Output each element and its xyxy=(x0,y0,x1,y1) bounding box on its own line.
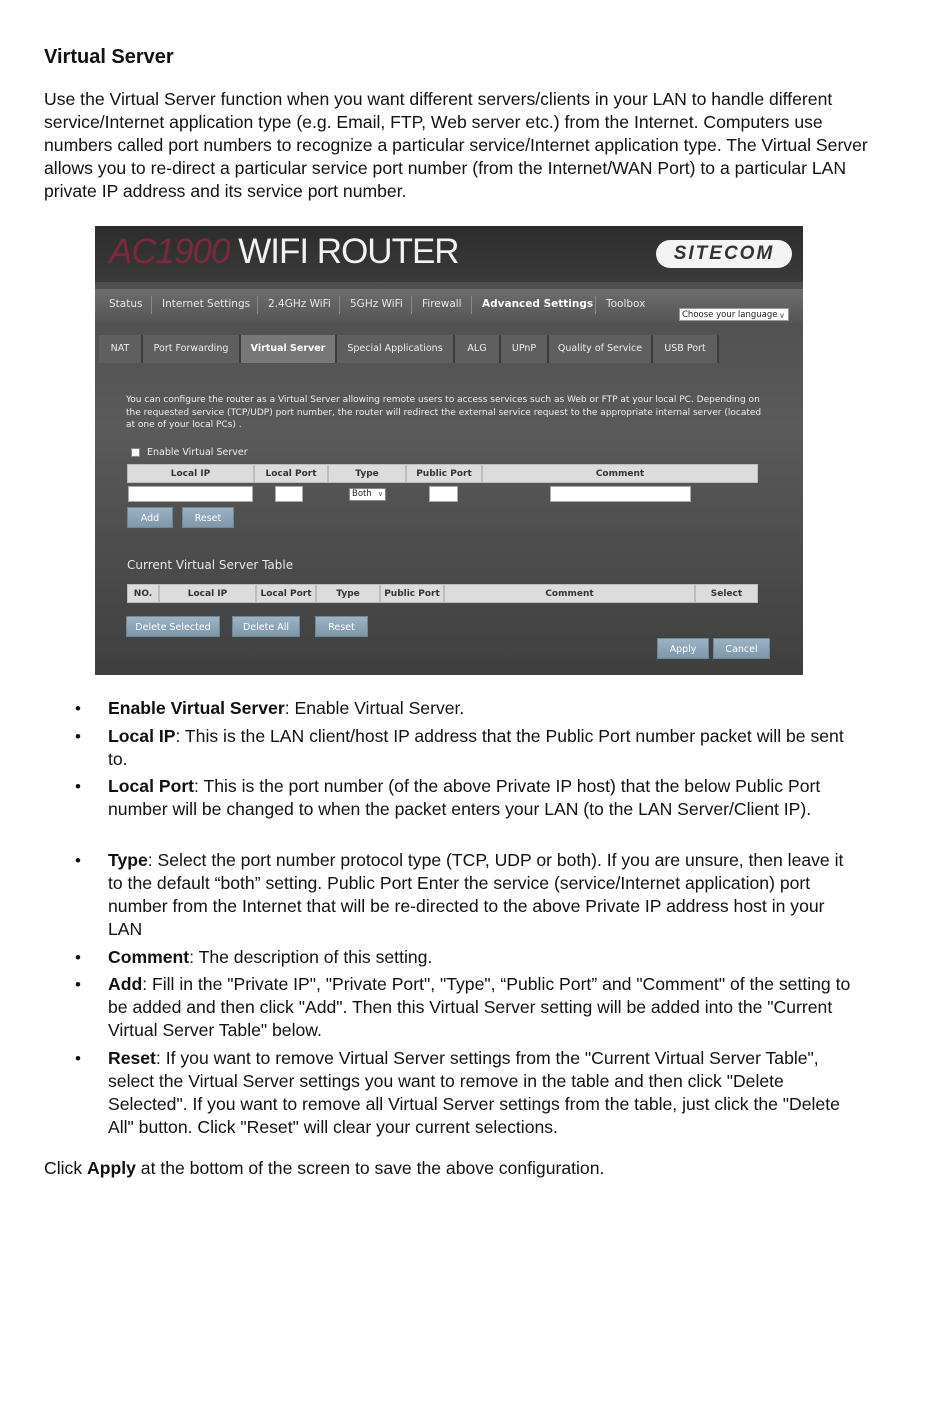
local-port-input[interactable] xyxy=(275,486,303,502)
intro-paragraph: Use the Virtual Server function when you want different servers/clients in your LAN to handle different service/Internet application type (e.g. Email, FTP, Web server etc.) from the Internet. Computers use numbers called port numbers to recognize a particular service/Internet application type. The Virtual Server allows you to re-direct a particular service port number (from the Internet/WAN Port) to a particular LAN private IP address and its service port number. xyxy=(44,89,868,201)
type-select[interactable] xyxy=(349,488,386,501)
router-model: AC1900 xyxy=(109,232,230,271)
reset-button[interactable]: Reset xyxy=(182,507,234,528)
bullet-term: Comment xyxy=(108,947,190,967)
form-header-local-port: Local Port xyxy=(254,464,328,483)
menu-divider xyxy=(257,296,258,314)
menu-divider xyxy=(151,296,152,314)
bullet-text: : The description of this setting. xyxy=(189,947,433,967)
menu-divider xyxy=(595,296,596,314)
form-header-type: Type xyxy=(328,464,406,483)
list-item xyxy=(75,849,858,941)
table-header-comment: Comment xyxy=(444,584,695,603)
bullet-icon: • xyxy=(75,851,81,870)
enable-virtual-server-row xyxy=(131,447,248,458)
bullet-text: : If you want to remove Virtual Server settings from the "Current Virtual Server Table", select the Virtual Server settings you want to remove in the table and then click "Delete Selected". If you want to remove all Virtual Server settings from the table, just click the "Delete All" button. Click "Reset" will clear your current selections. xyxy=(108,1048,840,1137)
router-header xyxy=(95,226,803,282)
form-header-local-ip: Local IP xyxy=(127,464,254,483)
bullet-term: Add xyxy=(108,974,143,994)
local-ip-input[interactable] xyxy=(128,486,253,502)
menu-toolbox[interactable]: Toolbox xyxy=(606,298,646,310)
bullet-term: Local Port xyxy=(108,776,195,796)
bullet-icon: • xyxy=(75,777,81,796)
form-header-comment: Comment xyxy=(482,464,758,483)
menu-divider xyxy=(339,296,340,314)
enable-virtual-server-label: Enable Virtual Server xyxy=(147,447,248,458)
tab-quality-of-service[interactable]: Quality of Service xyxy=(549,335,653,363)
tab-nat[interactable]: NAT xyxy=(99,335,143,363)
list-item xyxy=(75,697,858,720)
table-header-no: NO. xyxy=(127,584,159,603)
chevron-down-icon: ∨ xyxy=(779,311,785,320)
table-header-select: Select xyxy=(695,584,758,603)
apply-button[interactable]: Apply xyxy=(657,638,709,659)
bullet-term: Type xyxy=(108,850,148,870)
tab-usb-port[interactable]: USB Port xyxy=(653,335,719,363)
tab-virtual-server[interactable]: Virtual Server xyxy=(241,335,337,363)
bullet-term: Local IP xyxy=(108,726,176,746)
bullet-icon: • xyxy=(75,948,81,967)
table-header-local-port: Local Port xyxy=(256,584,316,603)
router-screenshot xyxy=(95,226,803,675)
closing-text-before: Click xyxy=(44,1158,88,1178)
chevron-down-icon: ∨ xyxy=(377,490,383,498)
menu-advanced-settings[interactable]: Advanced Settings xyxy=(482,298,594,310)
list-item xyxy=(75,973,858,1042)
closing-apply-term: Apply xyxy=(87,1158,136,1178)
table-header-type: Type xyxy=(316,584,380,603)
comment-input[interactable] xyxy=(550,486,691,502)
enable-virtual-server-checkbox[interactable] xyxy=(131,448,140,457)
bullet-term: Reset xyxy=(108,1048,156,1068)
list-item xyxy=(75,725,858,771)
bullet-icon: • xyxy=(75,1049,81,1068)
add-button[interactable]: Add xyxy=(127,507,173,528)
menu-5ghz-wifi[interactable]: 5GHz WiFi xyxy=(350,298,403,310)
bullet-text: : This is the port number (of the above Private IP host) that the below Public Port number will be changed to when the packet enters your LAN (to the LAN Server/Client IP). xyxy=(108,776,821,819)
page-title: Virtual Server xyxy=(44,46,174,68)
sitecom-logo: SITECOM xyxy=(656,240,792,268)
menu-status[interactable]: Status xyxy=(109,298,143,310)
bullet-icon: • xyxy=(75,727,81,746)
menu-internet-settings[interactable]: Internet Settings xyxy=(162,298,251,310)
menu-firewall[interactable]: Firewall xyxy=(422,298,462,310)
tab-port-forwarding[interactable]: Port Forwarding xyxy=(143,335,241,363)
type-select-value: Both xyxy=(352,489,372,499)
current-table-title: Current Virtual Server Table xyxy=(127,558,294,572)
delete-all-button[interactable]: Delete All xyxy=(232,616,300,637)
table-header-public-port: Public Port xyxy=(380,584,444,603)
form-header-public-port: Public Port xyxy=(406,464,482,483)
bullet-icon: • xyxy=(75,699,81,718)
list-item xyxy=(75,1047,858,1139)
tab-upnp[interactable]: UPnP xyxy=(501,335,549,363)
bullet-text: : Enable Virtual Server. xyxy=(284,698,465,718)
public-port-input[interactable] xyxy=(429,486,458,502)
bullet-text: : This is the LAN client/host IP address that the Public Port number packet will be sent to. xyxy=(108,726,844,769)
language-select[interactable] xyxy=(679,308,789,321)
virtual-server-description: You can configure the router as a Virtual Server allowing remote users to access services such as Web or FTP at your local PC. Depending on the requested service (TCP/UDP) port number, the router will redirect the external service request to the appropriate internal server (located at one of your local PCs) . xyxy=(126,395,762,430)
bullet-text: : Fill in the "Private IP", "Private Port", "Type", “Public Port” and "Comment" of the setting to be added and then click "Add". Then this Virtual Server setting will be added into the "Current Virtual Server Table" below. xyxy=(108,974,851,1040)
closing-text-after: at the bottom of the screen to save the above configuration. xyxy=(135,1158,605,1178)
reset-table-button[interactable]: Reset xyxy=(315,616,368,637)
menu-2-4ghz-wifi[interactable]: 2.4GHz WiFi xyxy=(268,298,331,310)
tab-special-applications[interactable]: Special Applications xyxy=(337,335,455,363)
menu-divider xyxy=(411,296,412,314)
cancel-button[interactable]: Cancel xyxy=(713,638,770,659)
list-item xyxy=(75,775,858,821)
table-header-local-ip: Local IP xyxy=(159,584,256,603)
closing-paragraph xyxy=(44,1157,604,1180)
bullet-term: Enable Virtual Server xyxy=(108,698,285,718)
language-select-value: Choose your language xyxy=(682,310,778,320)
router-title xyxy=(109,232,459,272)
menu-divider xyxy=(471,296,472,314)
bullet-icon: • xyxy=(75,975,81,994)
list-item xyxy=(75,946,858,969)
tab-alg[interactable]: ALG xyxy=(455,335,501,363)
router-title-suffix: WIFI ROUTER xyxy=(238,232,459,271)
bullet-text: : Select the port number protocol type (TCP, UDP or both). If you are unsure, then leave it to the default “both” setting. Public Port Enter the service (service/Internet application) port number from the Internet that will be re-directed to the above Private IP address host in your LAN xyxy=(108,850,844,939)
sub-tabs xyxy=(99,335,799,363)
delete-selected-button[interactable]: Delete Selected xyxy=(126,616,220,637)
